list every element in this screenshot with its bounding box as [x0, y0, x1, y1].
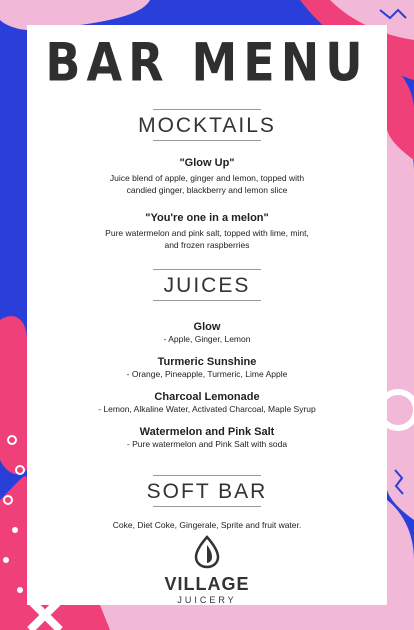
item-name: Turmeric Sunshine — [157, 356, 257, 368]
menu-item — [27, 391, 387, 415]
juices-heading: JUICES — [163, 274, 251, 297]
item-name: Charcoal Lemonade — [154, 391, 260, 403]
item-name: Watermelon and Pink Salt — [139, 426, 275, 438]
divider — [153, 269, 261, 270]
divider — [153, 506, 261, 507]
mocktails-section — [27, 109, 387, 251]
juices-section — [27, 269, 387, 450]
menu-item — [27, 157, 387, 196]
divider — [153, 300, 261, 301]
item-desc: - Apple, Ginger, Lemon — [163, 334, 251, 344]
leaf-drop-icon — [194, 535, 220, 569]
item-desc: candied ginger, blackberry and lemon slice — [126, 185, 288, 195]
divider — [153, 475, 261, 476]
item-name: "You're one in a melon" — [145, 212, 269, 224]
item-desc: - Lemon, Alkaline Water, Activated Charcoal, Maple Syrup — [98, 404, 316, 414]
item-desc: - Pure watermelon and Pink Salt with soda — [126, 439, 288, 449]
item-desc: Pure watermelon and pink salt, topped with lime, mint, — [105, 228, 309, 238]
softbar-heading: SOFT BAR — [146, 480, 268, 503]
mocktails-heading: MOCKTAILS — [138, 114, 276, 137]
item-desc: and frozen raspberries — [164, 240, 250, 250]
menu-item — [27, 356, 387, 380]
item-desc: - Orange, Pineapple, Turmeric, Lime Apple — [126, 369, 288, 379]
softbar-section — [27, 475, 387, 531]
logo-name: VILLAGE — [164, 574, 250, 594]
divider — [153, 109, 261, 110]
softbar-desc: Coke, Diet Coke, Gingerale, Sprite and fruit water. — [112, 520, 302, 530]
menu-card — [27, 25, 387, 605]
item-name: "Glow Up" — [179, 157, 235, 169]
logo-sub: JUICERY — [177, 595, 237, 605]
menu-item — [27, 321, 387, 345]
menu-item — [27, 426, 387, 450]
menu-item — [27, 212, 387, 251]
item-desc: Juice blend of apple, ginger and lemon, topped with — [109, 173, 305, 183]
item-name: Glow — [193, 321, 221, 333]
divider — [153, 140, 261, 141]
menu-title: BAR MENU — [45, 30, 369, 94]
village-juicery-logo — [27, 535, 387, 605]
